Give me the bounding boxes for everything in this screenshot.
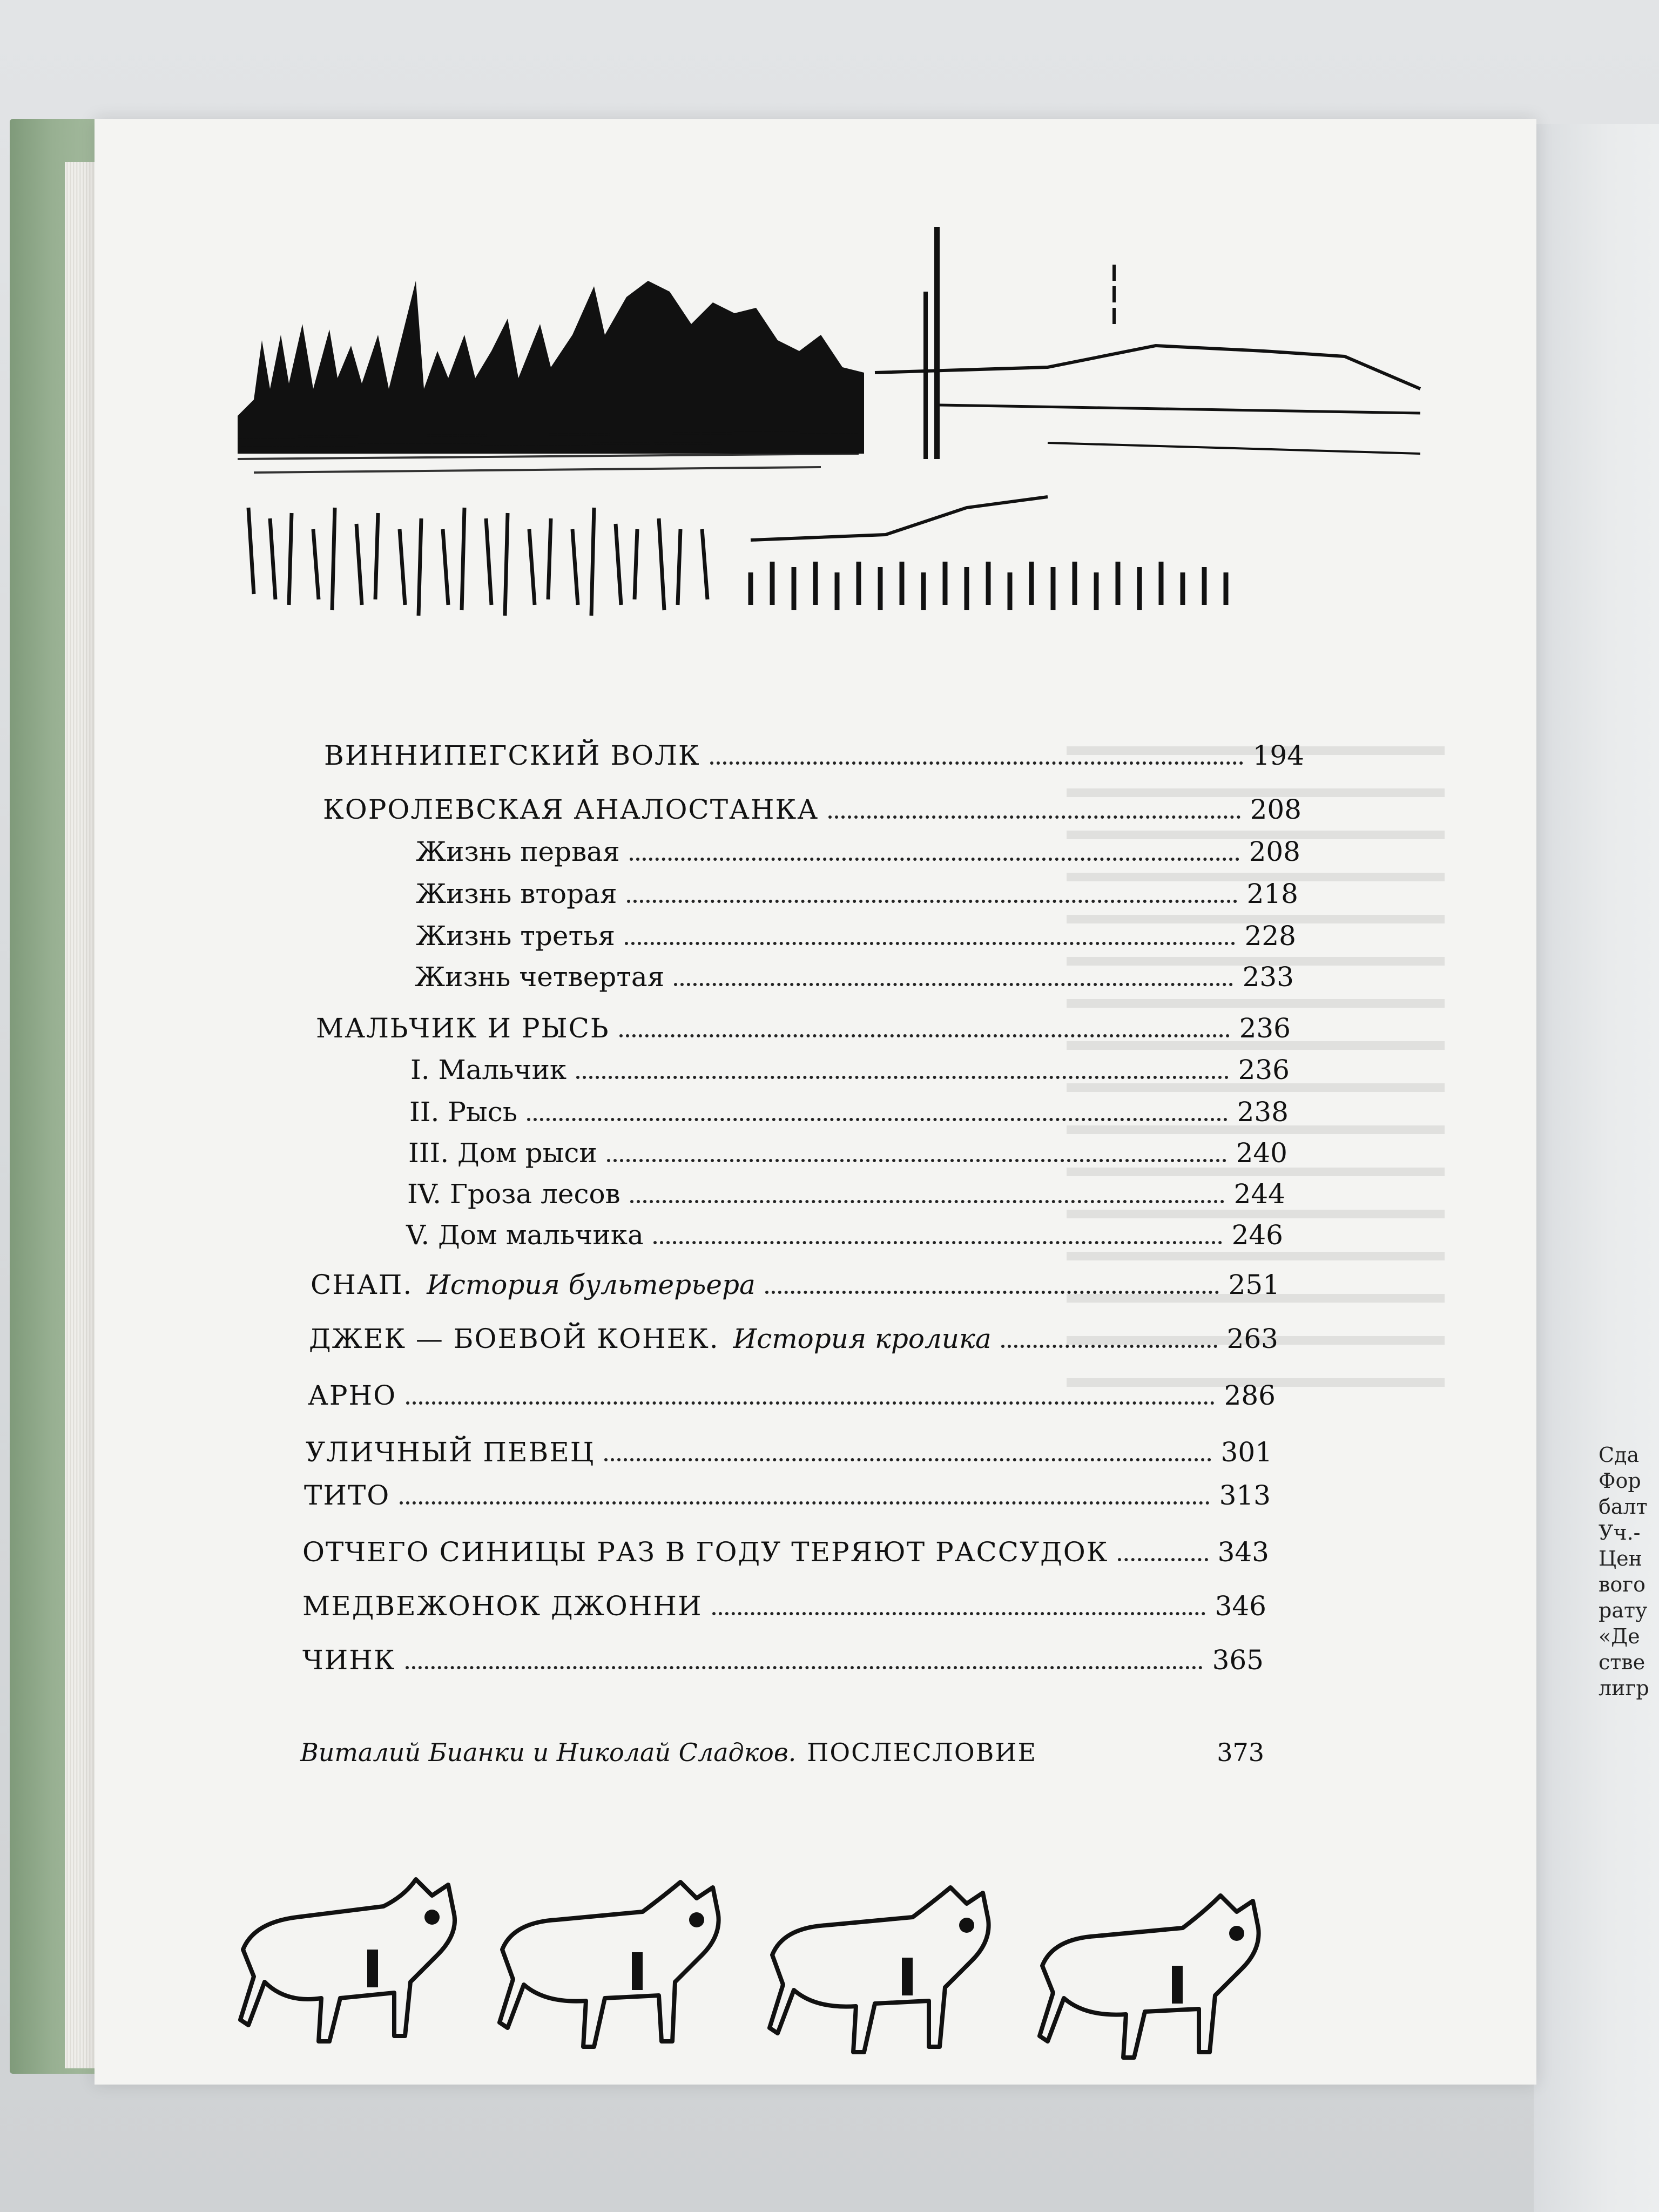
toc-page-number: 365 [1212,1644,1264,1676]
dot-leader [576,1076,1228,1079]
toc-page-number: 263 [1226,1323,1278,1354]
toc-page-number: 194 [1252,740,1304,771]
dot-leader [630,858,1239,861]
dot-leader [625,942,1235,945]
toc-entry [316,1013,1291,1044]
dot-leader [604,1458,1211,1461]
adjacent-line: «Де [1599,1624,1640,1648]
toc-page-number: 218 [1246,878,1298,909]
toc-entry [306,1437,1272,1468]
toc-page-number: 240 [1236,1137,1287,1169]
adjacent-line: Уч.- [1599,1521,1641,1545]
dot-leader [653,1241,1222,1244]
toc-title: ОТЧЕГО СИНИЦЫ РАЗ В ГОДУ ТЕРЯЮТ РАССУДОК [302,1536,1109,1568]
toc-title: Жизнь первая [416,836,620,867]
adjacent-line: Фор [1599,1469,1641,1493]
toc-entry [302,1644,1264,1676]
dot-leader [400,1501,1209,1505]
toc-entry [308,1380,1276,1411]
toc-page-number: 373 [1217,1738,1264,1767]
toc-title: АРНО [308,1380,397,1411]
adjacent-line: балт [1599,1495,1648,1519]
toc-page-number: 343 [1217,1536,1269,1568]
toc-entry [415,961,1294,993]
toc-title: КОРОЛЕВСКАЯ АНАЛОСТАНКА [323,794,819,825]
toc-entry [302,1590,1266,1622]
toc-title: ТИТО [304,1480,390,1511]
toc-page-number: 313 [1219,1480,1271,1511]
toc-page-number: 208 [1249,836,1300,867]
toc-title: IV. Гроза лесов [407,1178,621,1210]
toc-title: УЛИЧНЫЙ ПЕВЕЦ [306,1437,595,1468]
toc-entry [300,1738,1264,1767]
toc-title: ДЖЕК — БОЕВОЙ КОНЕК. [309,1323,719,1354]
dot-leader [1118,1558,1208,1561]
toc-title: ЧИНК [302,1644,396,1676]
adjacent-line: лигр [1599,1676,1649,1700]
toc-entry [302,1536,1269,1568]
toc-title: СНАП. [311,1269,413,1300]
toc-entry [406,1219,1283,1251]
toc-title: ВИННИПЕГСКИЙ ВОЛК [324,740,700,771]
toc-entry [408,1137,1287,1169]
toc-title: III. Дом рыси [408,1137,597,1169]
dot-leader [627,900,1237,903]
toc-title: V. Дом мальчика [406,1219,644,1251]
toc-page-number: 246 [1231,1219,1283,1251]
toc-entry [309,1323,1278,1354]
adjacent-line: рату [1599,1599,1648,1622]
dot-leader [710,761,1243,765]
adjacent-line: стве [1599,1650,1645,1674]
wolf-cubs-illustration [232,1874,1318,2068]
toc-entry [324,740,1304,771]
toc-page-number: 346 [1215,1590,1266,1622]
dot-leader [712,1612,1205,1615]
toc-title: Жизнь четвертая [415,961,665,993]
dot-leader [1001,1345,1217,1348]
toc-entry [409,1096,1289,1128]
toc-title: МЕДВЕЖОНОК ДЖОННИ [302,1590,703,1622]
toc-page-number: 236 [1239,1013,1291,1044]
toc-page-number: 233 [1242,961,1294,993]
toc-entry [416,878,1298,909]
toc-title: Жизнь третья [416,920,615,952]
dot-leader [607,1159,1226,1162]
toc-entry [407,1178,1285,1210]
toc-entry [304,1480,1271,1511]
toc-author: Виталий Бианки и Николай Сладков. [300,1738,797,1767]
toc-entry [311,1269,1280,1300]
toc-title: Жизнь вторая [416,878,617,909]
dot-leader [406,1666,1203,1669]
toc-page-number: 228 [1244,920,1296,952]
toc-title: II. Рысь [409,1096,517,1128]
toc-page-number: 301 [1220,1437,1272,1468]
spacer [1047,1758,1207,1761]
toc-page-number: 244 [1233,1178,1285,1210]
toc-page-number: 286 [1224,1380,1276,1411]
dot-leader [527,1118,1228,1121]
toc-entry [416,836,1300,867]
dot-leader [619,1034,1230,1037]
adjacent-line: Цен [1599,1547,1642,1570]
toc-subtitle: История бультерьера [427,1269,756,1300]
dot-leader [406,1401,1214,1405]
adjacent-line: вого [1599,1573,1646,1596]
dot-leader [630,1200,1224,1203]
toc-page-number: 251 [1228,1269,1280,1300]
adjacent-line: Сда [1599,1443,1640,1467]
dot-leader [674,983,1232,986]
toc-page-number: 208 [1250,794,1301,825]
toc-entry [323,794,1301,825]
toc-entry [416,920,1296,952]
toc-title: ПОСЛЕСЛОВИЕ [807,1738,1037,1767]
toc-title: МАЛЬЧИК И РЫСЬ [316,1013,610,1044]
toc-page-number: 238 [1237,1096,1289,1128]
toc-title: I. Мальчик [410,1054,567,1085]
toc-subtitle: История кролика [733,1323,992,1354]
dot-leader [828,815,1240,819]
toc-entry [410,1054,1290,1085]
dot-leader [765,1291,1219,1294]
toc-page-number: 236 [1238,1054,1290,1085]
